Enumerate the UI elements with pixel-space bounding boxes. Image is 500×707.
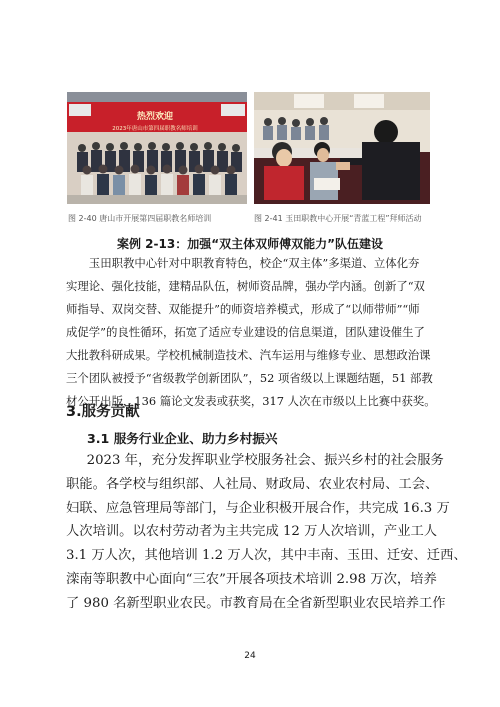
ceremony-photo-illustration [254, 92, 430, 204]
section-heading: 3.服务贡献 [66, 404, 140, 420]
case-line: 玉田职教中心针对中职教育特色，校企“双主体”多渠道、立体化夯 [88, 256, 420, 270]
subsection-heading: 3.1 服务行业企业、助力乡村振兴 [87, 431, 278, 446]
group-photo-illustration [67, 92, 247, 204]
banner-text-event: 2023年唐山市第四届职教名师培训 [112, 126, 198, 132]
case-title: 案例 2-13：加强“双主体双师傅双能力”队伍建设 [117, 237, 383, 251]
case-paragraph [66, 252, 438, 413]
banner-text-welcome: 热烈欢迎 [136, 112, 174, 122]
service-line: 了 980 名新型职业农民。市教育局在全省新型职业农民培养工作 [66, 595, 446, 611]
case-line: 大批教科研成果。学校机械制造技术、汽车运用与维修专业、思想政治课 [66, 348, 431, 362]
case-line: 三个团队被授予“省级教学创新团队”，52 项省级以上课题结题，51 部教 [66, 371, 433, 385]
service-line: 妇联、应急管理局等部门，与企业积极开展合作，共完成 16.3 万 [66, 500, 450, 516]
case-line: 成促学”的良性循环，拓宽了适应专业建设的信息渠道，团队建设催生了 [66, 325, 425, 339]
case-line: 实理论、强化技能，建精品队伍，树师资品牌，强办学内涵。创新了“双 [66, 279, 425, 293]
training-group-photo [67, 92, 247, 204]
service-line: 2023 年，充分发挥职业学校服务社会、振兴乡村的社会服务 [86, 453, 444, 468]
service-paragraph [66, 449, 467, 616]
service-line: 职能。各学校与组织部、人社局、财政局、农业农村局、工会、 [66, 476, 439, 492]
case-line: 材公开出版，136 篇论文发表或获奖，317 人次在市级以上比赛中获奖。 [66, 394, 436, 408]
service-line: 滦南等职教中心面向“三农”开展各项技术培训 2.98 万次，培养 [66, 571, 437, 587]
figure-caption-left: 图 2-40 唐山市开展第四届职教名师培训 [68, 214, 212, 223]
case-line: 师指导、双岗交替、双能提升”的师资培养模式，形成了“以师带师”“师 [66, 302, 420, 316]
mentoring-ceremony-photo [254, 92, 430, 204]
service-line: 3.1 万人次，其他培训 1.2 万人次，其中丰南、玉田、迁安、迁西、 [66, 548, 467, 564]
service-line: 人次培训。以农村劳动者为主共完成 12 万人次培训，产业工人 [66, 524, 438, 540]
page-number: 24 [244, 651, 256, 661]
figure-caption-right: 图 2-41 玉田职教中心开展“青蓝工程”拜师活动 [254, 214, 422, 223]
